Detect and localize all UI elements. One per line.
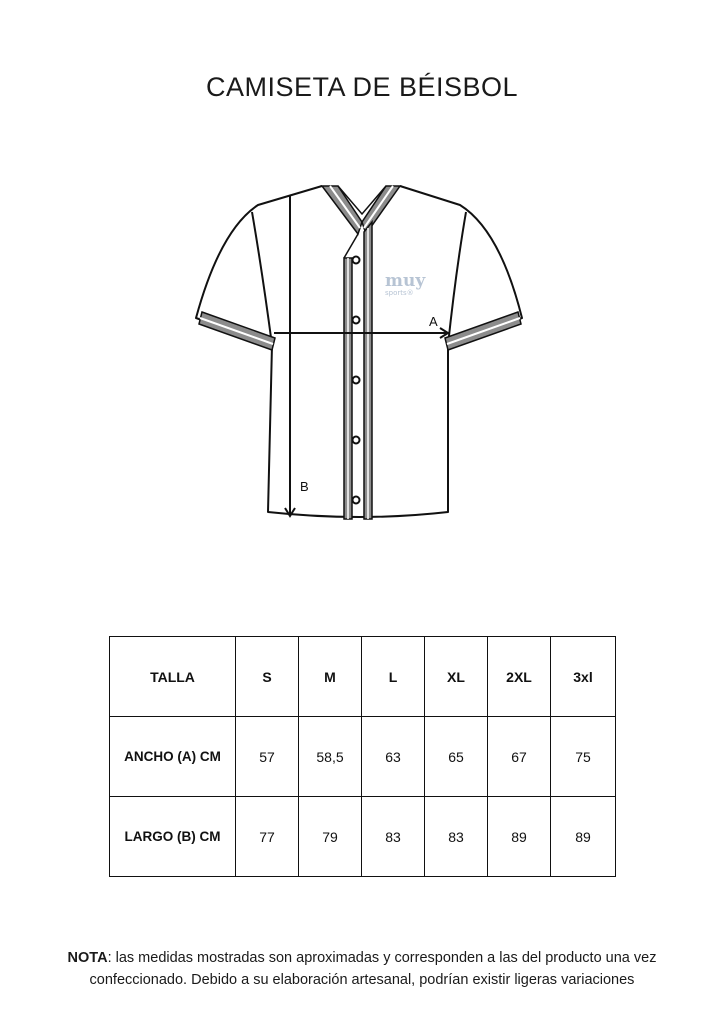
table-cell: 77 bbox=[236, 797, 299, 877]
table-row-ancho bbox=[110, 717, 616, 797]
size-table bbox=[109, 636, 616, 877]
table-cell: 57 bbox=[236, 717, 299, 797]
row-label: LARGO (B) CM bbox=[110, 797, 236, 877]
note-paragraph bbox=[30, 947, 694, 991]
table-cell: 67 bbox=[488, 717, 551, 797]
table-cell: 89 bbox=[551, 797, 616, 877]
header-cell-size: L bbox=[362, 637, 425, 717]
header-cell-size: M bbox=[299, 637, 362, 717]
header-cell-size: XL bbox=[425, 637, 488, 717]
table-header-row bbox=[110, 637, 616, 717]
table-row-largo bbox=[110, 797, 616, 877]
button-1 bbox=[353, 257, 360, 264]
button-2 bbox=[353, 317, 360, 324]
table-cell: 58,5 bbox=[299, 717, 362, 797]
header-cell-size: 3xl bbox=[551, 637, 616, 717]
table-cell: 65 bbox=[425, 717, 488, 797]
header-cell-talla: TALLA bbox=[110, 637, 236, 717]
button-5 bbox=[353, 497, 360, 504]
table-cell: 89 bbox=[488, 797, 551, 877]
table-cell: 63 bbox=[362, 717, 425, 797]
table-cell: 83 bbox=[425, 797, 488, 877]
shirt-outline bbox=[196, 186, 522, 517]
header-cell-size: S bbox=[236, 637, 299, 717]
measure-b-label: B bbox=[300, 479, 309, 494]
table-cell: 83 bbox=[362, 797, 425, 877]
table-cell: 79 bbox=[299, 797, 362, 877]
svg-text:sports®: sports® bbox=[385, 289, 414, 297]
svg-text:muy: muy bbox=[385, 271, 426, 291]
button-4 bbox=[353, 437, 360, 444]
row-label: ANCHO (A) CM bbox=[110, 717, 236, 797]
page-title: CAMISETA DE BÉISBOL bbox=[205, 72, 519, 102]
measure-a-label: A bbox=[429, 314, 438, 329]
note-text: : las medidas mostradas son aproximadas y corresponden a las del producto una vez confeccionado. Debido a su elaboración artesanal, podrían existir ligeras variaciones bbox=[89, 949, 657, 988]
header-cell-size: 2XL bbox=[488, 637, 551, 717]
shirt-diagram bbox=[0, 170, 724, 540]
note-label: NOTA bbox=[67, 949, 108, 966]
button-3 bbox=[353, 377, 360, 384]
table-cell: 75 bbox=[551, 717, 616, 797]
